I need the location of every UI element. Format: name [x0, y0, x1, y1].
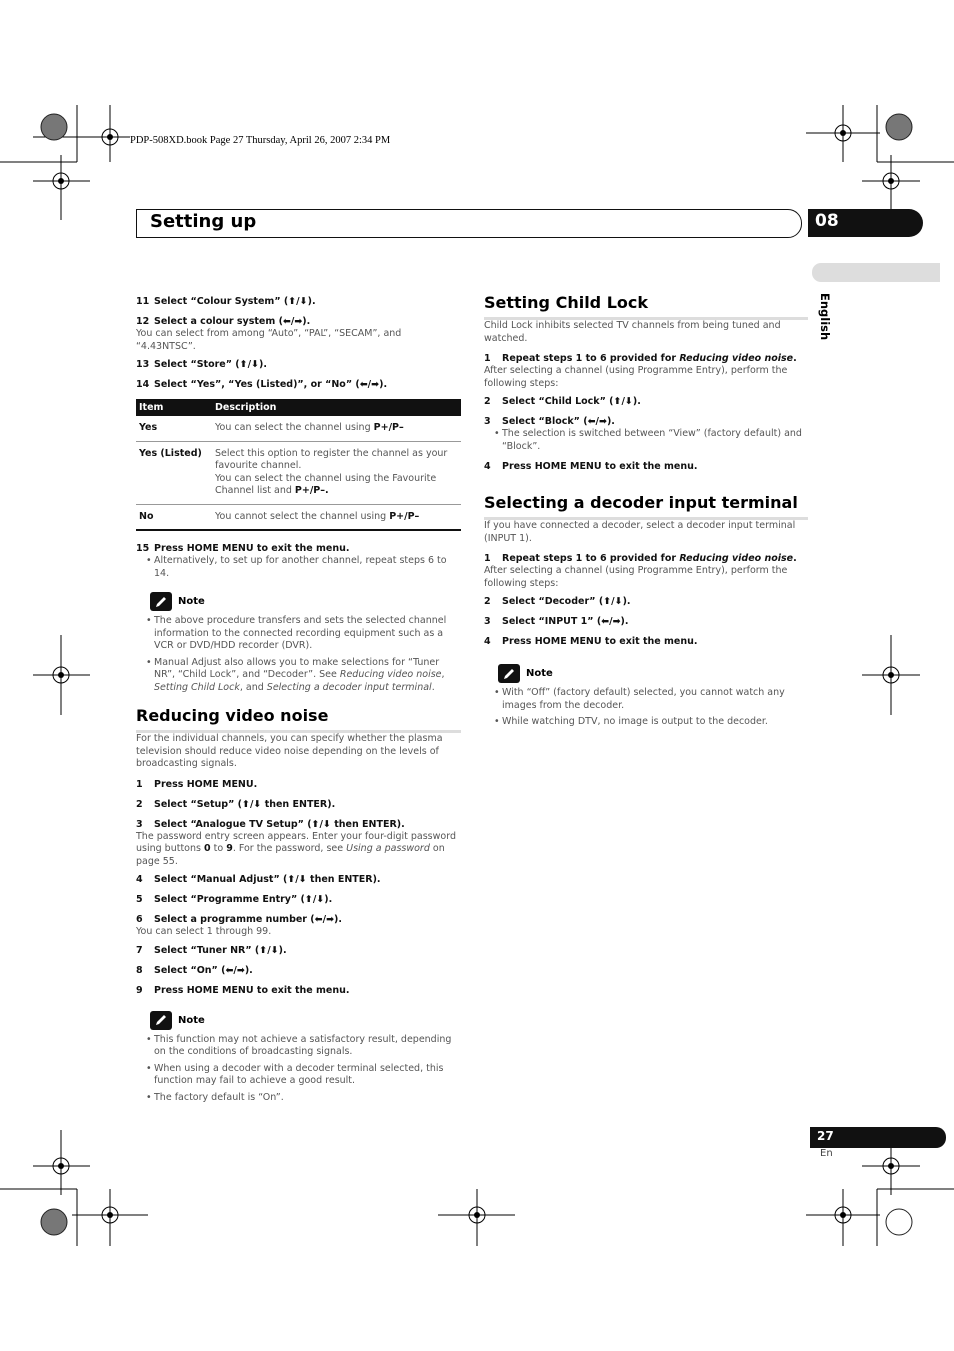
section-heading-decoder-input: Selecting a decoder input terminal	[484, 493, 808, 520]
step-9: 9 Press HOME MENU to exit the menu.	[136, 984, 350, 996]
note-bullet: • Manual Adjust also allows you to make selections for “Tuner NR”, “Child Lock”, and “Decoder”. See Reducing video noise, Setting Child Lock, and Selecting a decoder input terminal.	[146, 656, 445, 693]
page-language-code: En	[820, 1148, 833, 1159]
step-8: 8 Select “On” (⬅/➡).	[136, 964, 253, 976]
section-heading-reducing-video-noise: Reducing video noise	[136, 706, 461, 733]
pencil-note-icon	[498, 664, 520, 683]
pencil-note-icon	[150, 592, 172, 611]
table-cell-description: You can select the channel using P+/P–	[212, 416, 461, 441]
language-label: English	[818, 293, 832, 341]
table-header-item: Item	[136, 399, 212, 416]
book-meta-line: PDP-508XD.book Page 27 Thursday, April 26, 2007 2:34 PM	[130, 135, 391, 146]
table-header-description: Description	[212, 399, 461, 416]
step-6: 6 Select a programme number (⬅/➡).	[136, 914, 342, 925]
note-bullet: • This function may not achieve a satisfactory result, depending on the conditions of broadcasting signals.	[146, 1033, 452, 1057]
note-bullet: • The above procedure transfers and sets the selected channel information to the connected recording equipment such as a VCR or DVD/HDD recorder (DVR).	[146, 615, 447, 651]
step-3: 3 Select “INPUT 1” (⬅/➡).	[484, 616, 629, 627]
note-bullet: • The factory default is “On”.	[146, 1091, 284, 1103]
step-2: 2 Select “Child Lock” (⬆/⬇).	[484, 396, 641, 407]
chapter-number: 08	[815, 211, 839, 231]
step-14: 14 Select “Yes”, “Yes (Listed)”, or “No” (⬅/➡).	[136, 379, 388, 390]
step-3-body: The password entry screen appears. Enter your four-digit password using buttons 0 to 9. For the password, see Using a password on page 55.	[136, 830, 456, 867]
step-4: 4 Press HOME MENU to exit the menu.	[484, 636, 698, 647]
table-cell-item: Yes	[136, 416, 212, 441]
section-intro: If you have connected a decoder, select a decoder input terminal (INPUT 1).	[484, 520, 796, 544]
note-bullet: • When using a decoder with a decoder terminal selected, this function may fail to achieve a good result.	[146, 1062, 444, 1086]
step-1-body: After selecting a channel (using Programme Entry), perform the following steps:	[484, 365, 788, 389]
note-heading: Note	[498, 664, 808, 683]
table-cell-item: Yes (Listed)	[136, 441, 212, 504]
step-2: 2 Select “Decoder” (⬆/⬇).	[484, 596, 631, 607]
page-number: 27	[817, 1129, 834, 1143]
step-4: 4 Press HOME MENU to exit the menu.	[484, 461, 698, 472]
note-bullet: • While watching DTV, no image is output to the decoder.	[494, 716, 768, 727]
step-5: 5 Select “Programme Entry” (⬆/⬇).	[136, 894, 333, 905]
section-heading-setting-child-lock: Setting Child Lock	[484, 293, 808, 320]
note-bullet: • With “Off” (factory default) selected, you cannot watch any images from the decoder.	[494, 687, 785, 711]
step-1-body: After selecting a channel (using Programme Entry), perform the following steps:	[484, 565, 788, 589]
pencil-note-icon	[150, 1011, 172, 1030]
table-cell-description: You cannot select the channel using P+/P–	[212, 504, 461, 530]
step-3: 3 Select “Analogue TV Setup” (⬆/⬇ then ENTER).	[136, 818, 405, 830]
step-1: 1 Repeat steps 1 to 6 provided for Reducing video noise.	[484, 553, 797, 564]
step-2: 2 Select “Setup” (⬆/⬇ then ENTER).	[136, 798, 336, 810]
step-15: 15 Press HOME MENU to exit the menu.	[136, 543, 350, 554]
note-heading: Note	[150, 1011, 461, 1030]
step-7: 7 Select “Tuner NR” (⬆/⬇).	[136, 944, 287, 956]
left-column	[136, 296, 461, 1104]
table-row	[136, 504, 461, 530]
step-11: 11 Select “Colour System” (⬆/⬇).	[136, 296, 316, 307]
step-15-bullet: • Alternatively, to set up for another channel, repeat steps 6 to 14.	[146, 555, 447, 579]
store-options-table	[136, 399, 461, 531]
step-12: 12 Select a colour system (⬅/➡).	[136, 316, 311, 327]
table-cell-description: Select this option to register the channel as your favourite channel. You can select the channel using the Favourite Channel list and P+/P–.	[212, 441, 461, 504]
step-3: 3 Select “Block” (⬅/➡).	[484, 416, 615, 427]
table-row	[136, 416, 461, 441]
page-title: Setting up	[150, 211, 257, 232]
note-heading: Note	[150, 592, 461, 611]
step-1: 1 Press HOME MENU.	[136, 778, 258, 790]
table-cell-item: No	[136, 504, 212, 530]
language-tab	[812, 263, 940, 282]
section-intro: Child Lock inhibits selected TV channels from being tuned and watched.	[484, 320, 781, 344]
step-1: 1 Repeat steps 1 to 6 provided for Reducing video noise.	[484, 353, 797, 364]
step-6-body: You can select 1 through 99.	[136, 926, 272, 937]
step-12-body: You can select from among “Auto”, “PAL”, “SECAM”, and “4.43NTSC”.	[136, 328, 402, 352]
step-4: 4 Select “Manual Adjust” (⬆/⬇ then ENTER).	[136, 874, 381, 885]
section-intro: For the individual channels, you can specify whether the plasma television should reduce video noise depending on the levels of broadcasting signals.	[136, 733, 443, 769]
step-3-bullet: • The selection is switched between “View” (factory default) and “Block”.	[494, 428, 802, 452]
step-13: 13 Select “Store” (⬆/⬇).	[136, 359, 267, 370]
table-row	[136, 441, 461, 504]
right-column	[484, 293, 808, 729]
